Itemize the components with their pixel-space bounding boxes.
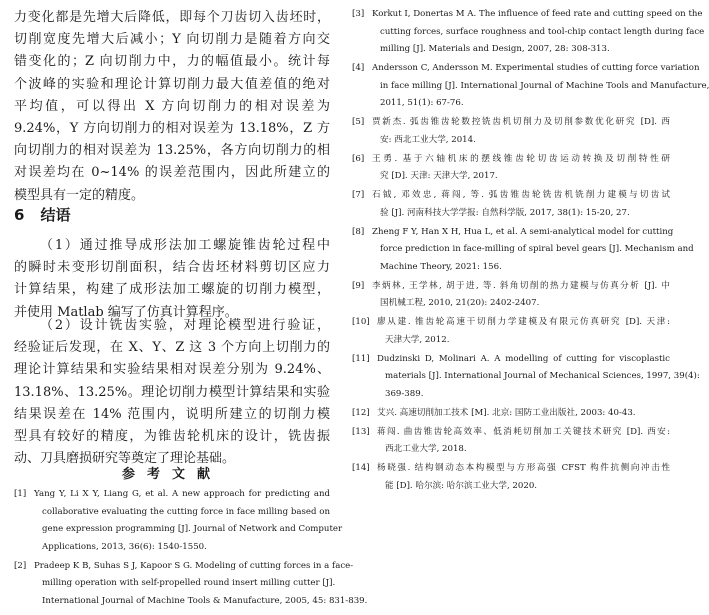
reference-line: collaborative evaluating the cutting force in face milling based on [42, 506, 330, 517]
text-line: 平均值，可以得出 X 方向切削力的相对误差为 [14, 98, 330, 114]
text-line: 切削宽度先增大后减小；Y 向切削力是随着方向交 [14, 32, 330, 48]
text-line: 结果误差在 14% 范围内，说明所建立的切削力模 [14, 406, 330, 422]
text-line: 向切削力的相对误差为 13.25%，各方向切削力的相 [14, 143, 330, 159]
reference-number: [1] [14, 489, 27, 499]
reference-number: [2] [14, 560, 27, 571]
reference-line: Dudzinski D, Molinari A. A modelling of cutting for viscoplastic [377, 353, 670, 364]
reference-line: 天津大学, 2012. [385, 334, 450, 345]
reference-line: milling operation with self-propelled round insert milling cutter [J]. [42, 578, 336, 588]
reference-item [352, 224, 694, 277]
reference-number: [14] [352, 463, 370, 473]
reference-line: Zheng F Y, Han X H, Hua L, et al. A semi-analytical model for cutting [372, 226, 674, 237]
text-line: 错变化的；Z 向切削力中，力的幅值最小。统计每 [14, 54, 330, 70]
reference-item [352, 351, 700, 404]
text-line: 对误差均在 0~14% 的误差范围内，因此所建立的 [14, 165, 330, 181]
reference-line: force prediction in face-milling of spiral bevel gears [J]. Mechanism and [380, 244, 694, 254]
text-line: 理论计算结果和实验结果相对误差分别为 9.24%、 [14, 362, 330, 378]
reference-line: cutting forces, surface roughness and tool-chip contact length during face [380, 26, 705, 37]
text-line: 经验证后发现，在 X、Y、Z 这 3 个方向上切削力的 [14, 340, 330, 356]
text-line: 模型具有一定的精度。 [14, 187, 145, 203]
reference-line: 国机械工程, 2010, 21(20): 2402-2407. [380, 298, 540, 308]
reference-number: [10] [352, 317, 370, 327]
reference-line: 验 [J]. 河南科技大学学报: 自然科学版, 2017, 38(1): 15-20, 27. [380, 207, 630, 218]
reference-item [352, 6, 705, 59]
reference-item [14, 558, 368, 611]
reference-line: 能 [D]. 哈尔滨: 哈尔滨工业大学, 2020. [385, 480, 538, 491]
reference-item [352, 278, 670, 313]
reference-item [352, 60, 709, 113]
reference-line: 西北工业大学, 2018. [385, 444, 467, 454]
reference-item [14, 486, 343, 556]
reference-number: [6] [352, 153, 365, 164]
reference-line: 廖从建. 锥齿轮高速干切削力学建模及有限元仿真研究 [D]. 天津: [377, 317, 670, 327]
reference-line: milling [J]. Materials and Design, 2007, 28: 308-313. [380, 44, 610, 54]
section-title: 结语 [40, 206, 71, 224]
reference-line: 蒋闯. 曲齿锥齿轮高效率、低消耗切削加工关键技术研究 [D]. 西安: [377, 426, 670, 437]
text-line: 13.18%、13.25%。理论切削力模型计算结果和实验 [14, 384, 330, 400]
reference-item [352, 187, 670, 222]
reference-number: [12] [352, 407, 370, 418]
reference-item [352, 151, 670, 186]
text-line: 并使用 Matlab 编写了仿真计算程序。 [14, 304, 238, 320]
reference-number: [8] [352, 226, 365, 237]
text-line: （2）设计铣齿实验，对理论模型进行验证， [40, 318, 330, 333]
reference-line: Machine Theory, 2021: 156. [380, 261, 502, 272]
reference-line: 安: 西北工业大学, 2014. [380, 134, 476, 145]
reference-line: gene expression programming [J]. Journal of Network and Computer [42, 524, 343, 534]
reference-line: Pradeep K B, Suhas S J, Kapoor S G. Modeling of cutting forces in a face- [34, 560, 354, 571]
section-heading [14, 206, 70, 224]
text-line: 计算结果，构建了成形法加工螺旋的切削力模型， [14, 282, 330, 298]
reference-line: Korkut I, Donertas M A. The influence of feed rate and cutting speed on the [372, 9, 703, 19]
text-line: 个波峰的实验和理论计算切削力最大值差值的绝对 [14, 76, 330, 92]
text-line: 动、刀具磨损研究等奠定了理论基础。 [14, 451, 236, 467]
reference-line: 贾新杰. 弧齿锥齿轮数控铣齿机切削力及切削参数优化研究 [D]. 西 [372, 117, 670, 127]
reference-line: materials [J]. International Journal of Mechanical Sciences, 1997, 39(4): [385, 371, 700, 381]
reference-line: 艾兴. 高速切削加工技术 [M]. 北京: 国防工业出版社, 2003: 40-43. [377, 407, 636, 418]
reference-line: Applications, 2013, 36(6): 1540-1550. [42, 541, 207, 552]
text-line: 的瞬时未变形切削面积，结合齿坯材料剪切区应力 [14, 260, 330, 276]
reference-line: International Journal of Machine Tools & Manufacture, 2005, 45: 831-839. [42, 595, 368, 606]
reference-number: [7] [352, 190, 365, 200]
reference-number: [5] [352, 117, 365, 127]
reference-number: [4] [352, 63, 365, 73]
text-line: 力变化都是先增大后降低，即每个刀齿切入齿坯时， [14, 10, 330, 25]
reference-item [352, 424, 670, 459]
references-title: 参考文献 [121, 467, 222, 482]
reference-number: [11] [352, 353, 370, 364]
reference-line: 王勇. 基于六轴机床的摆线锥齿轮切齿运动转换及切削特性研 [372, 153, 670, 164]
text-line: 型具有较好的精度，为锥齿轮机床的设计，铣齿振 [14, 429, 330, 444]
reference-number: [3] [352, 9, 365, 19]
reference-line: 究 [D]. 天津: 天津大学, 2017. [380, 171, 498, 181]
reference-line: 369-389. [385, 388, 424, 399]
reference-line: 杨晓强. 结构钢动态本构模型与方形高强 CFST 构件抗侧向冲击性 [377, 463, 670, 473]
section-number: 6 [14, 206, 25, 224]
reference-item [352, 460, 670, 495]
reference-item [352, 405, 670, 423]
text-line: （1）通过推导成形法加工螺旋锥齿轮过程中 [40, 238, 330, 253]
reference-line: 李炳林, 王学林, 胡于进, 等. 斜角切削的热力建模与仿真分析 [J]. 中 [372, 280, 670, 291]
reference-item [352, 114, 670, 149]
text-line: 9.24%，Y 方向切削力的相对误差为 13.18%，Z 方 [14, 121, 330, 136]
reference-line: Andersson C, Andersson M. Experimental studies of cutting force variation [372, 63, 700, 73]
reference-number: [9] [352, 280, 365, 291]
reference-number: [13] [352, 426, 370, 437]
reference-line: Yang Y, Li X Y, Liang G, et al. A new approach for predicting and [34, 489, 330, 499]
reference-line: in face milling [J]. International Journal of Machine Tools and Manufacture, [380, 80, 709, 91]
reference-line: 石钺, 邓效忠, 蒋闯, 等. 弧齿锥齿轮铣齿机铣削力建模与切齿试 [372, 190, 670, 200]
reference-item [352, 314, 670, 349]
reference-line: 2011, 51(1): 67-76. [380, 98, 464, 108]
